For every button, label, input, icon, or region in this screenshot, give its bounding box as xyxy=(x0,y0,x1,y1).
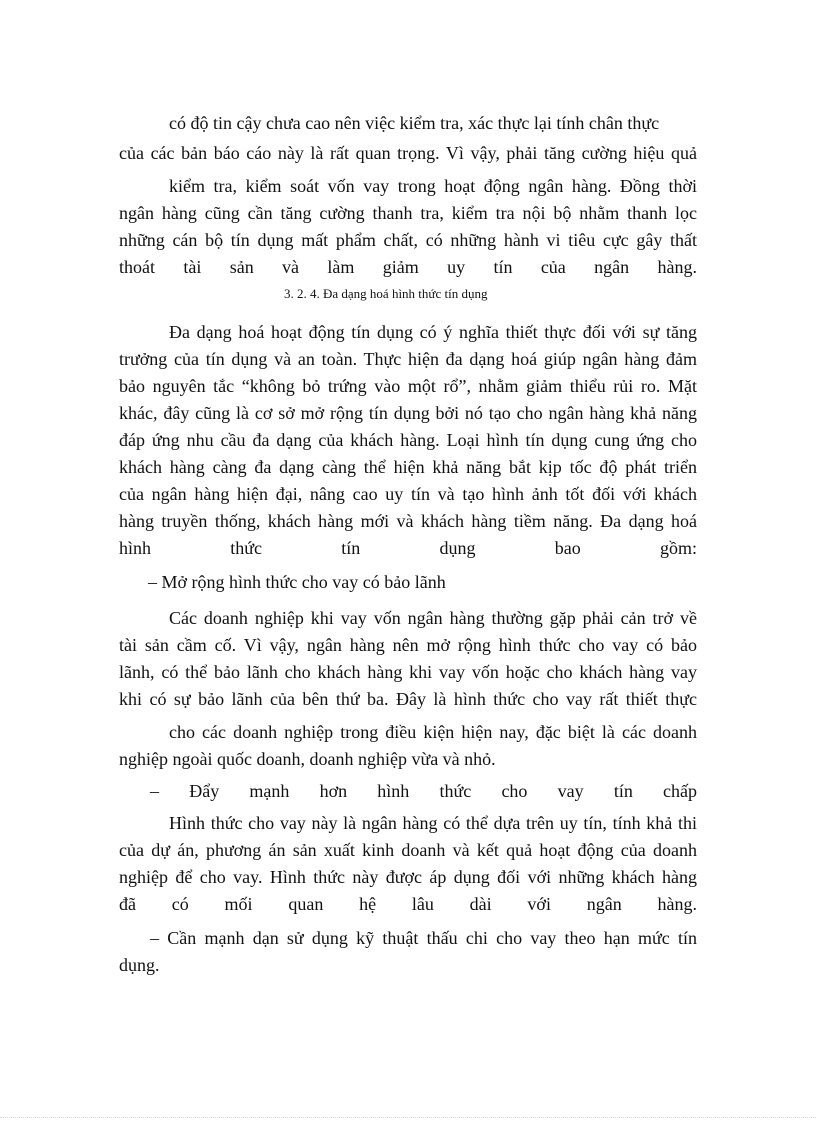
text-line: Các doanh nghiệp khi vay vốn ngân hàng thường gặp phải cản trở về xyxy=(169,608,697,628)
page-bottom-divider xyxy=(0,1117,816,1118)
text-line: khác, đây cũng là cơ sở mở rộng tín dụng bởi nó tạo cho ngân hàng khả năng xyxy=(119,403,697,423)
text-line: nghiệp ngoài quốc doanh, doanh nghiệp vừa và nhỏ. xyxy=(119,749,496,769)
section-heading: 3. 2. 4. Đa dạng hoá hình thức tín dụng xyxy=(284,286,488,301)
text-line: trưởng của tín dụng và an toàn. Thực hiện đa dạng hoá giúp ngân hàng đảm xyxy=(119,349,697,369)
text-line: có độ tin cậy chưa cao nên việc kiểm tra, xác thực lại tính chân thực xyxy=(169,113,660,133)
text-line: khách hàng càng đa dạng càng thể hiện khả năng bắt kịp tốc độ phát triển xyxy=(119,457,697,477)
text-line: tài sản cầm cố. Vì vậy, ngân hàng nên mở rộng hình thức cho vay có bảo xyxy=(119,635,697,655)
text-line: của ngân hàng hiện đại, nâng cao uy tín và tạo hình ảnh tốt đối với khách xyxy=(119,484,697,504)
text-line: bảo nguyên tắc “không bỏ trứng vào một rổ”, nhằm giảm thiểu rủi ro. Mặt xyxy=(119,376,697,396)
text-line: Đa dạng hoá hoạt động tín dụng có ý nghĩa thiết thực đối với sự tăng xyxy=(169,322,697,342)
text-line: cho các doanh nghiệp trong điều kiện hiện nay, đặc biệt là các doanh xyxy=(169,722,697,742)
text-line: lãnh, có thể bảo lãnh cho khách hàng khi vay vốn hoặc cho khách hàng vay xyxy=(119,662,697,682)
bullet-item: – Đẩy mạnh hơn hình thức cho vay tín chấp xyxy=(150,781,697,801)
text-line: thoát tài sản và làm giảm uy tín của ngân hàng. xyxy=(119,257,697,277)
text-line: ngân hàng cũng cần tăng cường thanh tra, kiểm tra nội bộ nhằm thanh lọc xyxy=(119,203,697,223)
text-line: của các bản báo cáo này là rất quan trọng. Vì vậy, phải tăng cường hiệu quả xyxy=(119,143,697,163)
text-line: dụng. xyxy=(119,955,160,975)
text-line: của dự án, phương án sản xuất kinh doanh và kết quả hoạt động của doanh xyxy=(119,840,697,860)
text-line: kiểm tra, kiểm soát vốn vay trong hoạt động ngân hàng. Đồng thời xyxy=(169,176,697,196)
text-line: hình thức tín dụng bao gồm: xyxy=(119,538,697,558)
text-line: Hình thức cho vay này là ngân hàng có thể dựa trên uy tín, tính khả thi xyxy=(169,813,697,833)
text-line: nghiệp để cho vay. Hình thức này được áp dụng đối với những khách hàng xyxy=(119,867,697,887)
text-line: khi có sự bảo lãnh của bên thứ ba. Đây là hình thức cho vay rất thiết thực xyxy=(119,689,697,709)
bullet-item: – Cần mạnh dạn sử dụng kỹ thuật thấu chi cho vay theo hạn mức tín xyxy=(150,928,697,948)
text-line: đã có mối quan hệ lâu dài với ngân hàng. xyxy=(119,894,697,914)
text-line: đáp ứng nhu cầu đa dạng của khách hàng. Loại hình tín dụng cung ứng cho xyxy=(119,430,697,450)
bullet-item: – Mở rộng hình thức cho vay có bảo lãnh xyxy=(148,572,446,592)
text-line: những cán bộ tín dụng mất phẩm chất, có những hành vi tiêu cực gây thất xyxy=(119,230,697,250)
text-line: hàng truyền thống, khách hàng mới và khách hàng tiềm năng. Đa dạng hoá xyxy=(119,511,697,531)
